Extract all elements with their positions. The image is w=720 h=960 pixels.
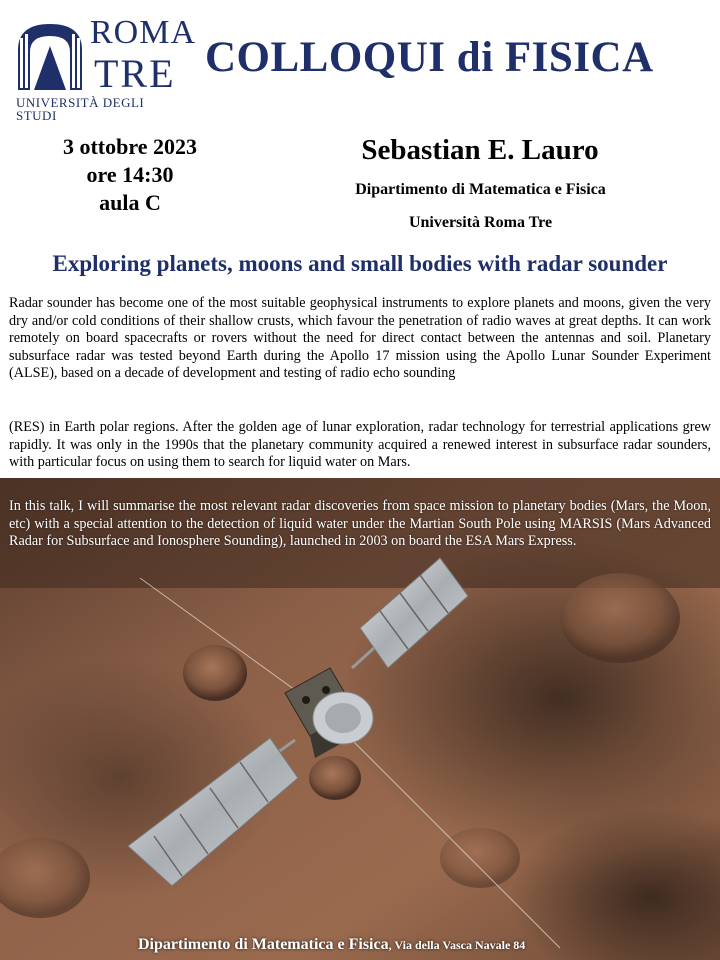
- logo-text-roma: ROMA: [90, 14, 197, 51]
- abstract-paragraph-1: Radar sounder has become one of the most suitable geophysical instruments to explore planets and moons, given the very dry and/or cold conditions of their shallow crusts, which favour the penetration of radio waves at great depths. It can work remotely on board spacecrafts or rovers without the need for direct contact between the antennas and soil. Planetary subsurface radar was tested beyond Earth during the Apollo 17 mission using the Apollo Lunar Sounder Experiment (ALSE), based on a decade of development and testing of radio echo sounding: [9, 295, 711, 382]
- abstract-paragraph-2: (RES) in Earth polar regions. After the golden age of lunar exploration, radar technology for terrestrial applications grew rapidly. It was only in the 1990s that the planetary community acquired a renewed interest in subsurface radar sounders, with particular focus on using them to search for liquid water on Mars.: [9, 419, 711, 471]
- speaker-name: Sebastian E. Lauro: [361, 134, 599, 166]
- poster-title: COLLOQUI di FISICA: [205, 34, 654, 81]
- abstract-paragraph-3: In this talk, I will summarise the most relevant radar discoveries from space mission to planetary bodies (Mars, the Moon, etc) with a special attention to the detection of liquid water under the Martian South Pole using MARSIS (Mars Advanced Radar for Subsurface and Ionosphere Sounding), launched in 2003 on board the ESA Mars Express.: [9, 498, 711, 550]
- roma-tre-logo: [14, 14, 197, 123]
- event-details: [30, 133, 230, 217]
- roma-tre-arch-icon: [14, 20, 86, 94]
- speaker-university: Università Roma Tre: [408, 214, 553, 231]
- footer-department: Dipartimento di Matematica e Fisica: [138, 936, 389, 953]
- event-room: aula C: [99, 190, 161, 215]
- event-time: ore 14:30: [86, 162, 174, 187]
- footer: [138, 936, 525, 954]
- logo-text-tre: TRE: [94, 51, 176, 96]
- talk-title: Exploring planets, moons and small bodies with radar sounder: [52, 251, 668, 276]
- event-date: 3 ottobre 2023: [62, 134, 198, 159]
- footer-address: , Via della Vasca Navale 84: [388, 938, 526, 952]
- speaker-department: Dipartimento di Matematica e Fisica: [355, 181, 606, 198]
- logo-text-university: UNIVERSITÀ DEGLI STUDI: [16, 95, 145, 123]
